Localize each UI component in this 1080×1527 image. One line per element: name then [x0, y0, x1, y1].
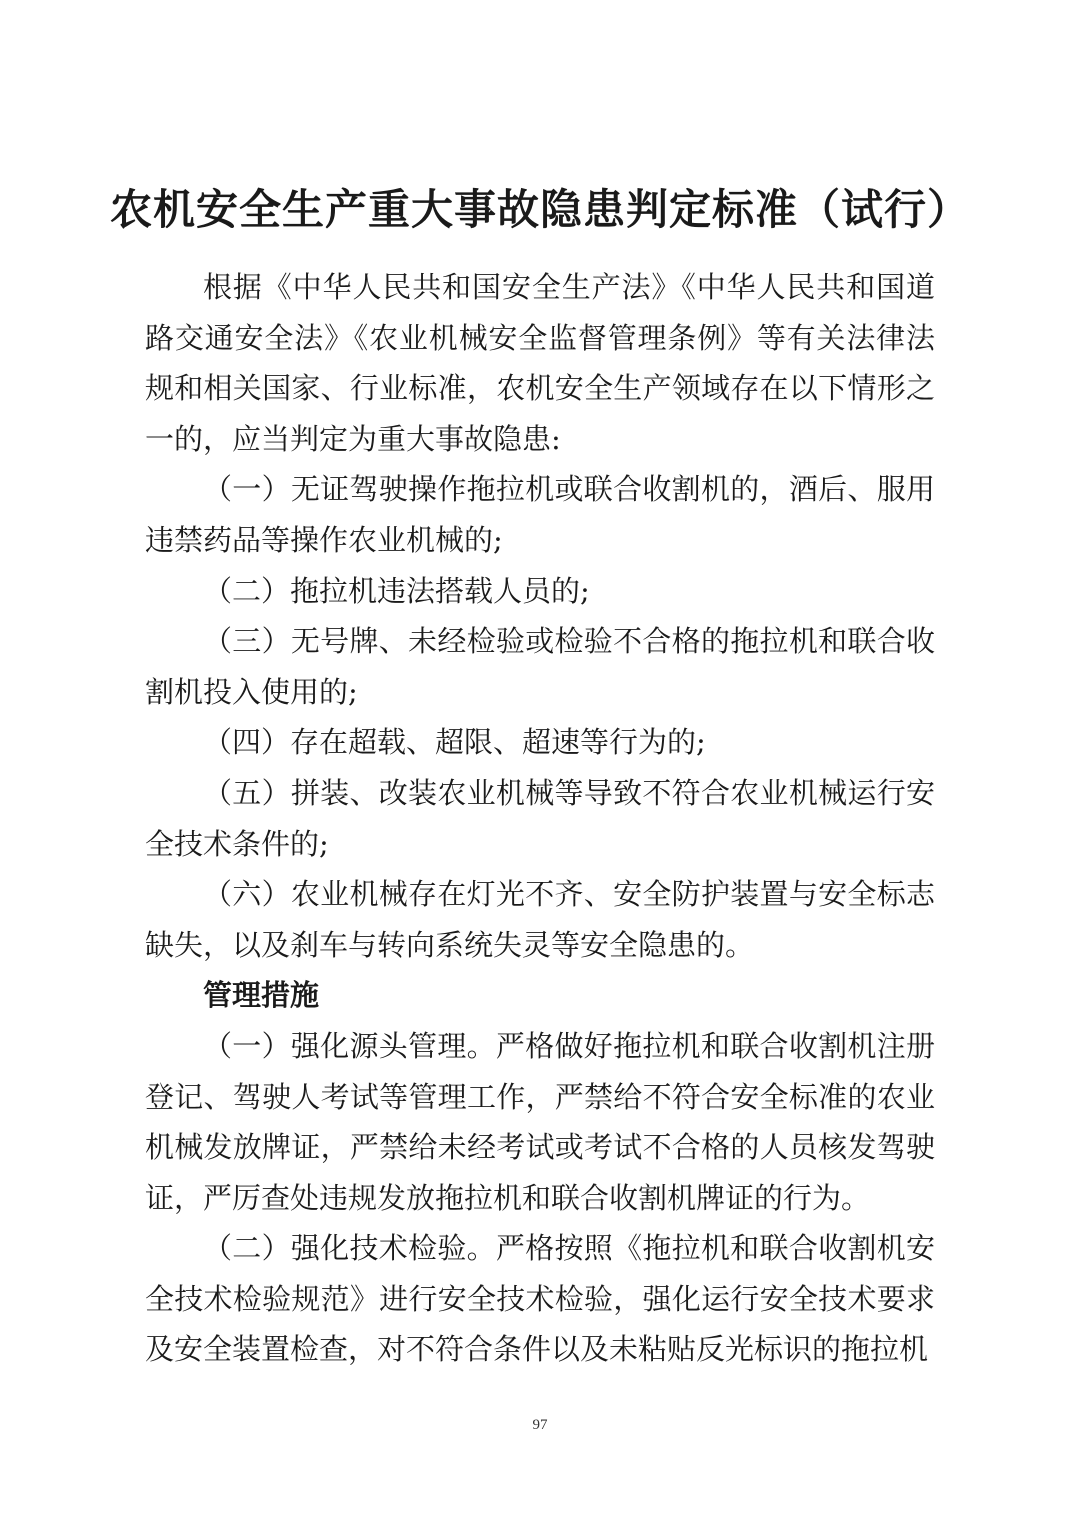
page-number: 97: [532, 1417, 548, 1433]
criterion-item: （四）存在超载、超限、超速等行为的;: [203, 725, 706, 760]
measures-heading: 管理措施: [203, 978, 320, 1013]
criterion-item: （一）无证驾驶操作拖拉机或联合收割机的，酒后、服用违禁药品等操作农业机械的;: [145, 472, 935, 557]
measure-item: （一）强化源头管理。严格做好拖拉机和联合收割机注册登记、驾驶人考试等管理工作，严禁给不符合安全标准的农业机械发放牌证，严禁给未经考试或考试不合格的人员核发驾驶证，严厉查处违规发放拖拉机和联合收割机牌证的行为。: [145, 1028, 935, 1215]
document-title: 农机安全生产重大事故隐患判定标准（试行）: [109, 185, 970, 235]
criterion-item: （二）拖拉机违法搭载人员的;: [203, 573, 590, 608]
criterion-item: （三）无号牌、未经检验或检验不合格的拖拉机和联合收割机投入使用的;: [145, 624, 935, 709]
document-body: [145, 262, 935, 1375]
intro-paragraph: 根据《中华人民共和国安全生产法》《中华人民共和国道路交通安全法》《农业机械安全监督管理条例》等有关法律法规和相关国家、行业标准，农机安全生产领域存在以下情形之一的，应当判定为重大事故隐患:: [145, 270, 935, 456]
measure-item: （二）强化技术检验。严格按照《拖拉机和联合收割机安全技术检验规范》进行安全技术检验，强化运行安全技术要求及安全装置检查，对不符合条件以及未粘贴反光标识的拖拉机: [145, 1231, 935, 1367]
criterion-item: （五）拼装、改装农业机械等导致不符合农业机械运行安全技术条件的;: [145, 775, 935, 861]
criterion-item: （六）农业机械存在灯光不齐、安全防护装置与安全标志缺失，以及刹车与转向系统失灵等安全隐患的。: [145, 877, 935, 962]
